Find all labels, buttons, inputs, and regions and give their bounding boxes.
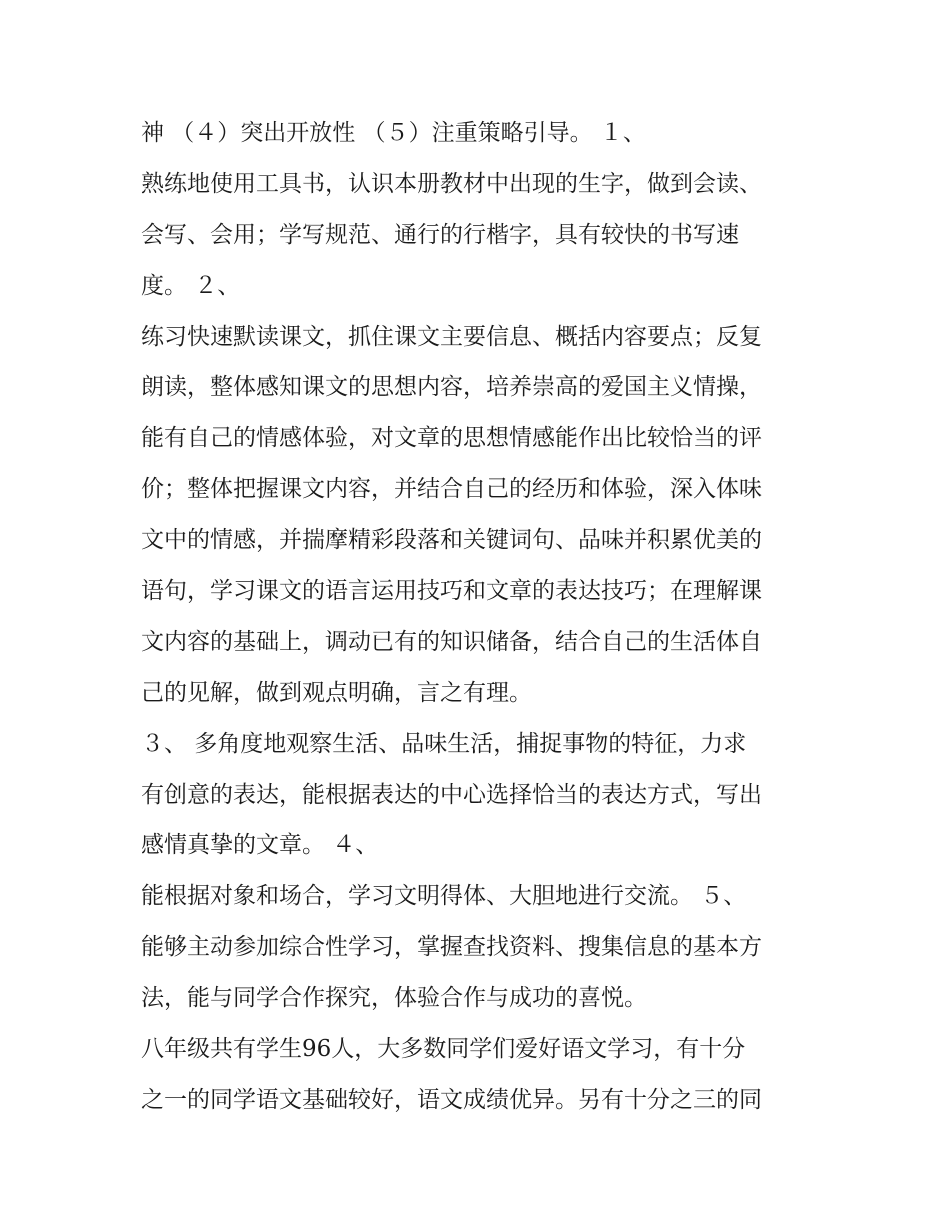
- text-line: 能根据对象和场合，学习文明得体、大胆地进行交流。 ５、: [141, 883, 747, 910]
- body-text: [141, 108, 831, 1126]
- text-line: 有创意的表达，能根据表达的中心选择恰当的表达方式，写出: [141, 781, 762, 808]
- text-line: 能有自己的情感体验，对文章的思想情感能作出比较恰当的评: [141, 425, 762, 452]
- text-line: 度。 ２、: [141, 272, 241, 299]
- text-line: 神 （４）突出开放性 （５）注重策略引导。 １、: [141, 120, 646, 146]
- text-line: 八年级共有学生96人，大多数同学们爱好语文学习，有十分: [141, 1036, 746, 1063]
- text-line: 练习快速默读课文，抓住课文主要信息、概括内容要点；反复: [141, 323, 762, 350]
- text-line: 熟练地使用工具书，认识本册教材中出现的生字，做到会读、: [141, 170, 762, 197]
- text-line: 文内容的基础上，调动已有的知识储备，结合自己的生活体自: [141, 628, 762, 655]
- text-line: 文中的情感，并揣摩精彩段落和关键词句、品味并积累优美的: [141, 527, 762, 554]
- text-line: 之一的同学语文基础较好，语文成绩优异。另有十分之三的同: [141, 1086, 762, 1113]
- text-line: 感情真挚的文章。 ４、: [141, 832, 379, 859]
- text-line: 能够主动参加综合性学习，掌握查找资料、搜集信息的基本方: [141, 934, 762, 961]
- text-line: 法，能与同学合作探究，体验合作与成功的喜悦。: [141, 985, 647, 1012]
- text-line: 价；整体把握课文内容，并结合自己的经历和体验，深入体味: [141, 476, 762, 503]
- text-line: 朗读，整体感知课文的思想内容，培养崇高的爱国主义情操，: [141, 374, 762, 401]
- text-line: ３、 多角度地观察生活、品味生活，捕捉事物的特征，力求: [141, 730, 747, 757]
- text-line: 己的见解，做到观点明确，言之有理。: [141, 679, 532, 706]
- text-line: 语句，学习课文的语言运用技巧和文章的表达技巧；在理解课: [141, 578, 762, 605]
- text-line: 会写、会用；学写规范、通行的行楷字，具有较快的书写速: [141, 221, 739, 248]
